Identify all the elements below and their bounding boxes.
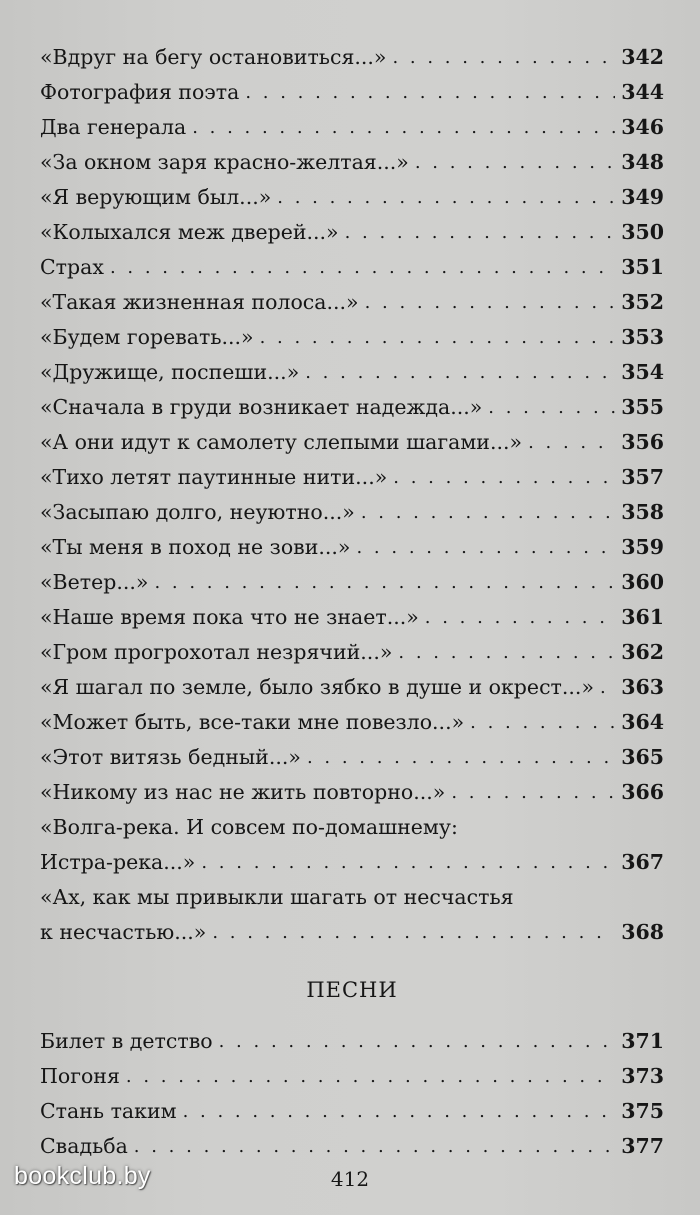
toc-entry-title: Билет в детство xyxy=(40,1029,213,1053)
dot-leader xyxy=(277,180,615,215)
toc-entry xyxy=(40,320,664,355)
toc-entry-title: «Может быть, все-таки мне повезло...» xyxy=(40,710,465,734)
toc-entry xyxy=(40,1024,664,1059)
dot-leader xyxy=(488,390,615,425)
toc-entry-page: 373 xyxy=(621,1064,664,1088)
toc-entry-title: «Ветер...» xyxy=(40,570,149,594)
toc-entry-title: «Тихо летят паутинные нити...» xyxy=(40,465,388,489)
toc-entry-title: Погоня xyxy=(40,1064,120,1088)
toc-entry-page: 353 xyxy=(621,325,664,349)
toc-entry-page: 377 xyxy=(621,1134,664,1158)
toc-entry-page: 344 xyxy=(621,80,664,104)
toc-entry-title: «Гром прогрохотал незрячий...» xyxy=(40,640,393,664)
toc-entry-page: 342 xyxy=(621,45,664,69)
toc-entry xyxy=(40,250,664,285)
toc-entry-page: 365 xyxy=(621,745,664,769)
toc-entry-title: «Сначала в груди возникает надежда...» xyxy=(40,395,483,419)
toc-entry-page: 348 xyxy=(621,150,664,174)
toc-entry-title: «За окном заря красно-желтая...» xyxy=(40,150,409,174)
toc-entry-page: 351 xyxy=(621,255,664,279)
toc-entry-page: 362 xyxy=(621,640,664,664)
dot-leader xyxy=(201,845,615,880)
toc-entry-multiline xyxy=(40,880,664,950)
toc-entry-page: 356 xyxy=(621,430,664,454)
dot-leader xyxy=(154,565,615,600)
toc-entry xyxy=(40,355,664,390)
toc-entry-page: 361 xyxy=(621,605,664,629)
toc-entry-page: 346 xyxy=(621,115,664,139)
dot-leader xyxy=(470,705,615,740)
toc-entry-page: 352 xyxy=(621,290,664,314)
toc-entry-page: 371 xyxy=(621,1029,664,1053)
dot-leader xyxy=(192,110,615,145)
toc-entry-title: «Дружище, поспеши...» xyxy=(40,360,300,384)
toc-entry-page: 375 xyxy=(621,1099,664,1123)
toc-entry xyxy=(40,285,664,320)
toc-entry-continuation xyxy=(40,845,664,880)
toc-entry-title: «А они идут к самолету слепыми шагами...» xyxy=(40,430,523,454)
toc-entry xyxy=(40,180,664,215)
dot-leader xyxy=(219,1024,616,1059)
toc-entry xyxy=(40,1094,664,1129)
dot-leader xyxy=(260,320,616,355)
toc-entry-title-line1: «Ах, как мы привыкли шагать от несчастья xyxy=(40,885,514,909)
section-heading: ПЕСНИ xyxy=(306,978,398,1002)
dot-leader xyxy=(365,285,616,320)
toc-entry xyxy=(40,495,664,530)
toc-entry xyxy=(40,600,664,635)
toc-entry-title: «Будем горевать...» xyxy=(40,325,254,349)
toc-entry xyxy=(40,775,664,810)
toc-entry-title: Свадьба xyxy=(40,1134,128,1158)
toc-entry-title: Страх xyxy=(40,255,104,279)
toc-entry-title: Стань таким xyxy=(40,1099,177,1123)
toc-entry-title-line2: Истра-река...» xyxy=(40,850,196,874)
toc-entry-title: Два генерала xyxy=(40,115,187,139)
toc-entry xyxy=(40,145,664,180)
toc-entry-page: 355 xyxy=(621,395,664,419)
toc-entry-page: 359 xyxy=(621,535,664,559)
dot-leader xyxy=(451,775,615,810)
toc-entry-multiline xyxy=(40,810,664,880)
dot-leader xyxy=(305,355,615,390)
toc-entry-page: 363 xyxy=(621,675,664,699)
toc-entry-title: «Я верующим был...» xyxy=(40,185,272,209)
toc-entry xyxy=(40,460,664,495)
toc-entry-title: «Ты меня в поход не зови...» xyxy=(40,535,351,559)
dot-leader xyxy=(134,1129,615,1164)
toc-entry xyxy=(40,705,664,740)
dot-leader xyxy=(528,425,615,460)
dot-leader xyxy=(345,215,616,250)
toc-entry xyxy=(40,530,664,565)
toc-entry-page: 354 xyxy=(621,360,664,384)
toc-entry-page: 367 xyxy=(621,850,664,874)
toc-entry-continuation xyxy=(40,915,664,950)
toc-entry xyxy=(40,670,664,705)
dot-leader xyxy=(212,915,615,950)
toc-entry-page: 349 xyxy=(621,185,664,209)
toc-entry xyxy=(40,110,664,145)
toc-entry-title: «Колыхался меж дверей...» xyxy=(40,220,339,244)
dot-leader xyxy=(392,40,615,75)
dot-leader xyxy=(183,1094,616,1129)
toc-entry-title: Фотография поэта xyxy=(40,80,240,104)
table-of-contents xyxy=(40,40,664,1164)
toc-entry xyxy=(40,215,664,250)
dot-leader xyxy=(600,670,615,705)
dot-leader xyxy=(415,145,615,180)
toc-entry xyxy=(40,1129,664,1164)
toc-entry xyxy=(40,390,664,425)
toc-entry-title: «Этот витязь бедный...» xyxy=(40,745,301,769)
toc-entry-page: 360 xyxy=(621,570,664,594)
toc-entry-title: «Такая жизненная полоса...» xyxy=(40,290,359,314)
toc-entry-title: «Я шагал по земле, было зябко в душе и окрест...» xyxy=(40,675,594,699)
dot-leader xyxy=(307,740,615,775)
toc-entry-title: «Наше время пока что не знает...» xyxy=(40,605,419,629)
toc-entry-title: «Вдруг на бегу остановиться...» xyxy=(40,45,387,69)
site-watermark: bookclub.by xyxy=(14,1162,151,1190)
toc-entry-title: «Засыпаю долго, неуютно...» xyxy=(40,500,355,524)
toc-entry xyxy=(40,1059,664,1094)
toc-entry xyxy=(40,740,664,775)
dot-leader xyxy=(393,460,615,495)
toc-entry xyxy=(40,425,664,460)
page-number: 412 xyxy=(330,1167,370,1191)
toc-entry-page: 350 xyxy=(621,220,664,244)
toc-entry xyxy=(40,40,664,75)
toc-entry xyxy=(40,565,664,600)
toc-entry-title-line2: к несчастью...» xyxy=(40,920,207,944)
dot-leader xyxy=(110,250,615,285)
dot-leader xyxy=(356,530,615,565)
dot-leader xyxy=(126,1059,615,1094)
toc-entry-title-line1: «Волга-река. И совсем по-домашнему: xyxy=(40,815,458,839)
toc-entry-page: 357 xyxy=(621,465,664,489)
dot-leader xyxy=(398,635,615,670)
toc-entry xyxy=(40,75,664,110)
toc-entry-title: «Никому из нас не жить повторно...» xyxy=(40,780,446,804)
toc-entry-page: 364 xyxy=(621,710,664,734)
dot-leader xyxy=(245,75,615,110)
toc-entry-page: 358 xyxy=(621,500,664,524)
toc-entry-page: 366 xyxy=(621,780,664,804)
toc-entry-page: 368 xyxy=(621,920,664,944)
toc-entry xyxy=(40,635,664,670)
dot-leader xyxy=(361,495,615,530)
dot-leader xyxy=(425,600,615,635)
